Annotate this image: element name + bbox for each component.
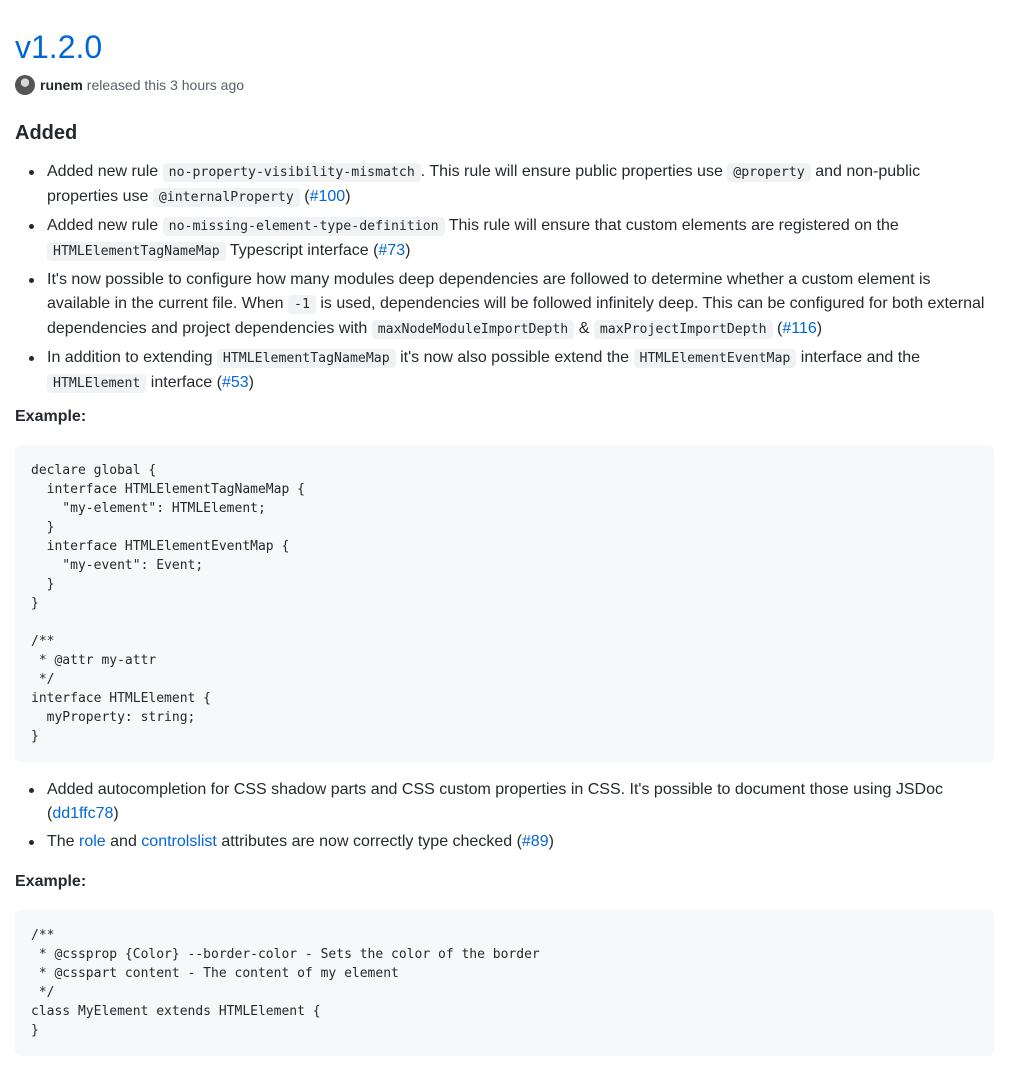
code-block: /** * @cssprop {Color} --border-color - Sets the color of the border * @csspart content - The content of my element */ class MyElement extends HTMLElement { } (15, 910, 994, 1056)
item-text: Added new rule (47, 217, 163, 234)
list-item (15, 268, 995, 342)
item-text: interface and the (796, 349, 920, 366)
inline-code: HTMLElementEventMap (634, 349, 797, 368)
item-text: ( (772, 320, 783, 337)
item-text: ( (299, 188, 310, 205)
issue-link-100[interactable]: #100 (309, 188, 346, 205)
item-text: The (47, 833, 80, 850)
changes-list (15, 160, 995, 400)
item-text: ) (248, 374, 254, 391)
item-text: interface ( (146, 374, 222, 391)
changes-list-2 (15, 778, 995, 858)
list-item (15, 160, 995, 210)
item-text: It's now possible to configure how many modules deep dependencies are followed to determine whether a custom element is available in the current file. When (47, 271, 931, 312)
item-text: ) (548, 833, 554, 850)
item-text: Added new rule (47, 163, 163, 180)
controlslist-link[interactable]: controlslist (141, 833, 217, 850)
item-text: ) (113, 805, 119, 822)
example-label: Example: (15, 873, 87, 890)
item-text: and (105, 833, 142, 850)
list-item (15, 778, 995, 826)
item-text: and non-public properties use (47, 163, 921, 205)
item-text: Added autocompletion for CSS shadow parts and CSS custom properties in CSS. It's possible to document those using JSDoc ( (47, 781, 943, 822)
section-heading-added: Added (15, 122, 78, 144)
item-text: In addition to extending (47, 349, 217, 366)
item-text: This rule will ensure that custom elements are registered on the (444, 217, 899, 234)
item-text: ) (345, 188, 351, 205)
inline-code: maxProjectImportDepth (594, 320, 773, 339)
item-text: it's now also possible extend the (395, 349, 634, 366)
commit-link[interactable]: dd1ffc78 (52, 805, 114, 822)
code-block: declare global { interface HTMLElementTagNameMap { "my-element": HTMLElement; } interface HTMLElementEventMap { "my-event": Event; } } /** * @attr my-attr */ interface HTMLElement { myProperty: string; } (15, 445, 994, 762)
issue-link-73[interactable]: #73 (378, 242, 406, 259)
item-text: ) (405, 242, 411, 259)
example-label: Example: (15, 408, 87, 425)
release-byline (15, 75, 244, 95)
list-item (15, 346, 995, 396)
issue-link-53[interactable]: #53 (221, 374, 249, 391)
role-link[interactable]: role (79, 833, 106, 850)
item-text: is used, dependencies will be followed infinitely deep. This can be configured for both external dependencies and project dependencies with (47, 295, 985, 337)
list-item (15, 214, 995, 264)
inline-code: -1 (288, 295, 316, 314)
released-time-text: released this 3 hours ago (86, 77, 245, 93)
inline-code: HTMLElement (47, 374, 146, 393)
inline-code: no-property-visibility-mismatch (163, 163, 421, 182)
issue-link-116[interactable]: #116 (782, 320, 817, 337)
list-item (15, 830, 995, 854)
inline-code: @property (727, 163, 810, 182)
item-text: . This rule will ensure public properties use (420, 163, 728, 180)
inline-code: @internalProperty (153, 188, 300, 207)
inline-code: no-missing-element-type-definition (163, 217, 445, 236)
inline-code: HTMLElementTagNameMap (47, 242, 226, 261)
author-avatar[interactable] (15, 75, 35, 95)
issue-link-89[interactable]: #89 (521, 833, 549, 850)
author-link[interactable]: runem (40, 77, 83, 93)
inline-code: maxNodeModuleImportDepth (372, 320, 575, 339)
inline-code: HTMLElementTagNameMap (217, 349, 396, 368)
release-title-link[interactable]: v1.2.0 (15, 29, 103, 65)
item-text: & (574, 320, 594, 337)
item-text: ) (816, 320, 823, 337)
item-text: attributes are now correctly type checked ( (216, 833, 522, 850)
item-text: Typescript interface ( (225, 242, 379, 259)
